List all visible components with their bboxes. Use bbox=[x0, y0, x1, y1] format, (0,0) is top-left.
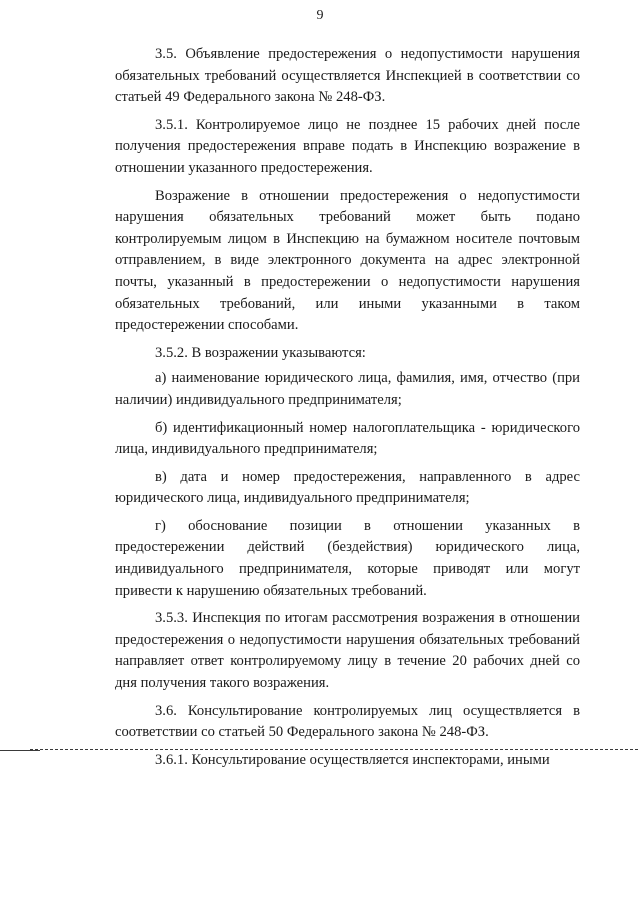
paragraph-3-5: 3.5. Объявление предостережения о недопустимости нарушения обязательных требований осуществляется Инспекцией в соответствии со статьей 49 Федерального закона № 248-ФЗ. bbox=[115, 46, 580, 106]
paragraph-3-5-1: 3.5.1. Контролируемое лицо не позднее 15 рабочих дней после получения предостережения вправе подать в Инспекцию возражение в отношении указанного предостережения. bbox=[115, 116, 580, 176]
paragraph-3-5-3: 3.5.3. Инспекция по итогам рассмотрения возражения в отношении предостережения о недопустимости нарушения обязательных требований направляет ответ контролируемому лицу в течение 20 рабочих дней со дня получения такого возражения. bbox=[115, 610, 580, 692]
paragraph-objection-submission: Возражение в отношении предостережения о недопустимости нарушения обязательных требований может быть подано контролируемым лицом в Инспекцию на бумажном носителе почтовым отправлением, в виде электронного документа на адрес электронной почты, указанный в предостережении о недопустимости нарушения обязательных требований, или иными указанными в таком предостережении способами. bbox=[115, 187, 580, 334]
list-item-b: б) идентификационный номер налогоплательщика - юридического лица, индивидуального предпринимателя; bbox=[115, 419, 580, 458]
page-bottom-rule-left bbox=[0, 750, 40, 751]
list-item-a: а) наименование юридического лица, фамилия, имя, отчество (при наличии) индивидуального предпринимателя; bbox=[115, 370, 580, 408]
paragraph-3-5-2: 3.5.2. В возражении указываются: bbox=[155, 344, 366, 361]
page-bottom-rule bbox=[30, 749, 638, 750]
paragraph-3-6-1: 3.6.1. Консультирование осуществляется инспекторами, иными bbox=[155, 751, 550, 768]
paragraph-3-6: 3.6. Консультирование контролируемых лиц осуществляется в соответствии со статьей 50 Федерального закона № 248-ФЗ. bbox=[115, 702, 580, 741]
page-number: 9 bbox=[316, 8, 324, 23]
document-body bbox=[115, 44, 580, 777]
list-item-g: г) обоснование позиции в отношении указанных в предостережении действий (бездействия) юридического лица, индивидуального предпринимателя, которые приводят или могут привести к нарушению обязательных требований. bbox=[115, 517, 580, 599]
list-item-v: в) дата и номер предостережения, направленного в адрес юридического лица, индивидуального предпринимателя; bbox=[115, 468, 580, 507]
